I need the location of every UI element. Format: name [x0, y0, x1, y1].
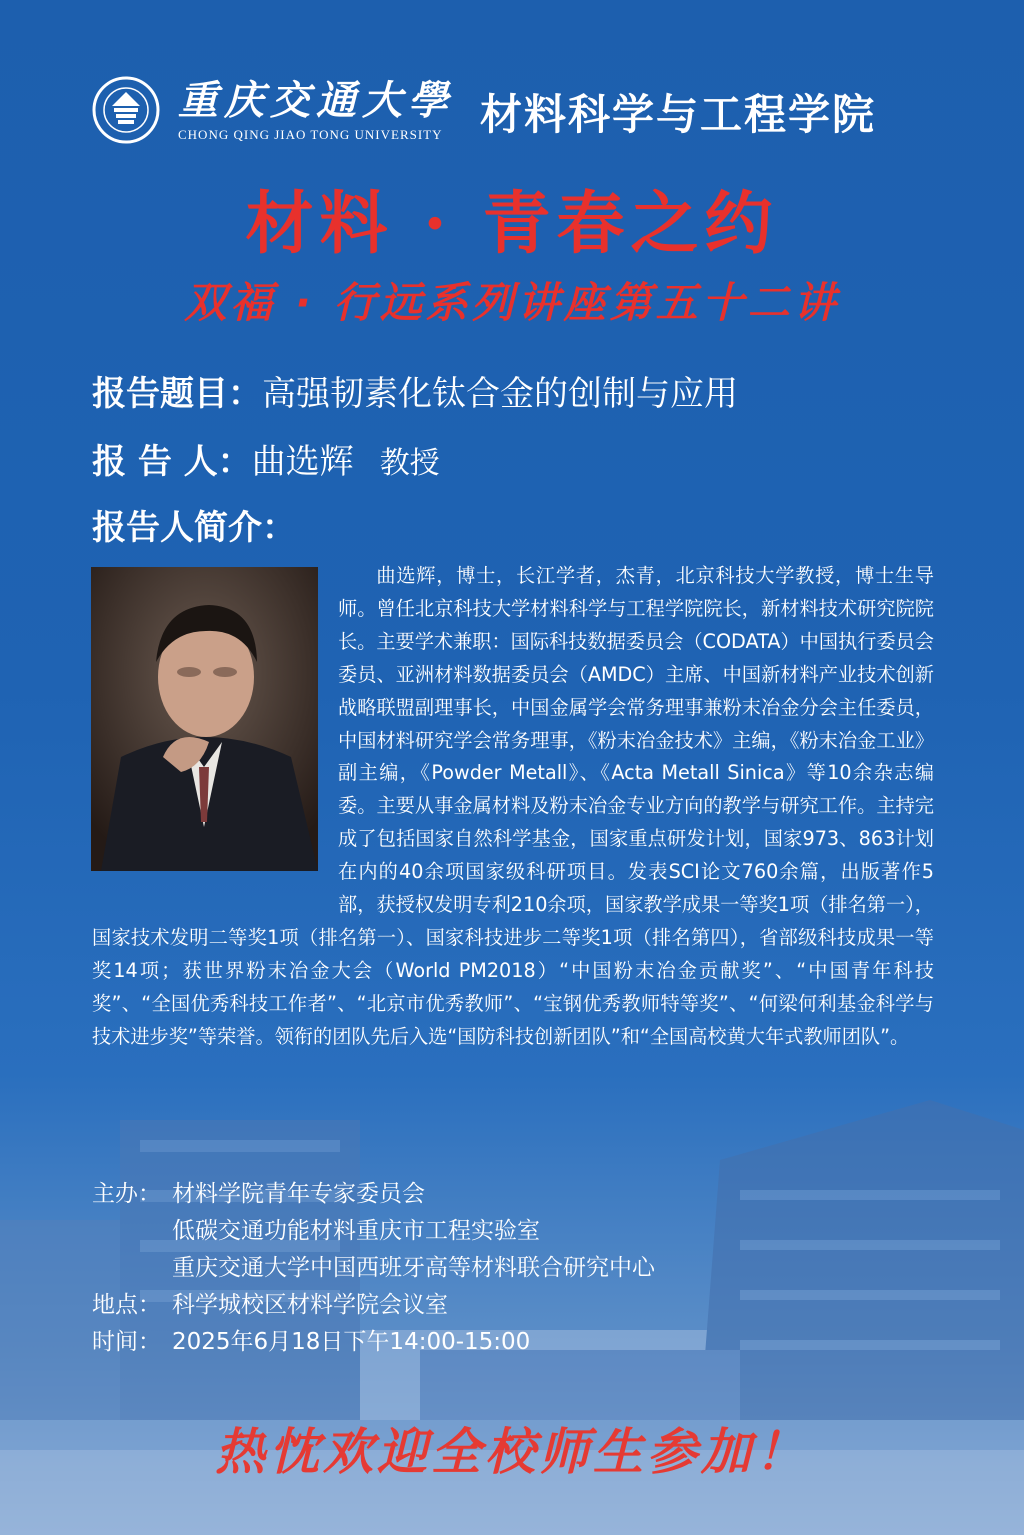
main-title: 材料 · 青春之约 [245, 184, 779, 264]
university-name-cn: 重庆交通大學 [178, 77, 454, 124]
header [92, 70, 454, 150]
university-name-block [178, 77, 454, 143]
time-value: 2025年6月18日下午14:00-15:00 [172, 1329, 531, 1355]
organizers-block [92, 1179, 655, 1358]
topic-value: 高强韧素化钛合金的创制与应用 [262, 374, 738, 414]
organizer-item: 材料学院青年专家委员会 [172, 1181, 425, 1207]
bio-text: 曲选辉，博士，长江学者，杰青，北京科技大学教授，博士生导师。曾任北京科技大学材料科学与工程学院院长，新材料技术研究院院长。主要学术兼职：国际科技数据委员会（CODATA）中国执行委员会委员、亚洲材料数据委员会（AMDC）主席、中国新材料产业技术创新战略联盟副理事长，中国金属学会常务理事兼粉末冶金分会主任委员，中国材料研究学会常务理事，《粉末冶金技术》主编，《粉末冶金工业》副主编，《Powder Metall》、《Acta Metall Sinica》等10余杂志编委。主要从事金属材料及粉末冶金专业方向的教学与研究工作。主持完成了包括国家自然科学基金，国家重点研发计划，国家973、863计划在内的40余项国家级科研项目。发表SCI论文760余篇，出版著作5部，获授权发明专利210余项，国家教学成果一等奖1项（排名第一），国家技术发明二等奖1项（排名第一）、国家科技进步二等奖1项（排名第四），省部级科技成果一等奖14项；获世界粉末冶金大会（World PM2018）“中国粉末冶金贡献奖”、“中国青年科技奖”、“全国优秀科技工作者”、“北京市优秀教师”、“宝钢优秀教师特等奖”、“何梁何利基金科学与技术进步奖”等荣誉。领衔的团队先后入选“国防科技创新团队”和“全国高校黄大年式教师团队”。 [92, 564, 934, 1048]
location-label: 地点： [92, 1292, 161, 1318]
organizer-item: 重庆交通大学中国西班牙高等材料联合研究中心 [172, 1255, 655, 1281]
speaker-bio [92, 560, 934, 1054]
bio-label: 报告人简介： [92, 508, 296, 548]
speaker-title: 教授 [379, 446, 440, 481]
series-title: 双福 · 行远系列讲座第五十二讲 [184, 278, 840, 327]
university-seal-logo [92, 76, 160, 144]
time-label: 时间： [92, 1329, 161, 1355]
college-name: 材料科学与工程学院 [480, 90, 877, 139]
speaker-name: 曲选辉 [251, 442, 354, 482]
location-value: 科学城校区材料学院会议室 [172, 1292, 448, 1318]
university-name-en: CHONG QING JIAO TONG UNIVERSITY [178, 127, 443, 142]
speaker-row [92, 434, 440, 483]
speaker-label: 报 告 人： [92, 442, 252, 482]
topic-label: 报告题目： [92, 374, 262, 414]
organizer-item: 低碳交通功能材料重庆市工程实验室 [172, 1218, 540, 1244]
topic-row [92, 366, 738, 415]
organizers-label: 主办： [92, 1181, 161, 1207]
welcome-text: 热忱欢迎全校师生参加！ [215, 1422, 809, 1481]
